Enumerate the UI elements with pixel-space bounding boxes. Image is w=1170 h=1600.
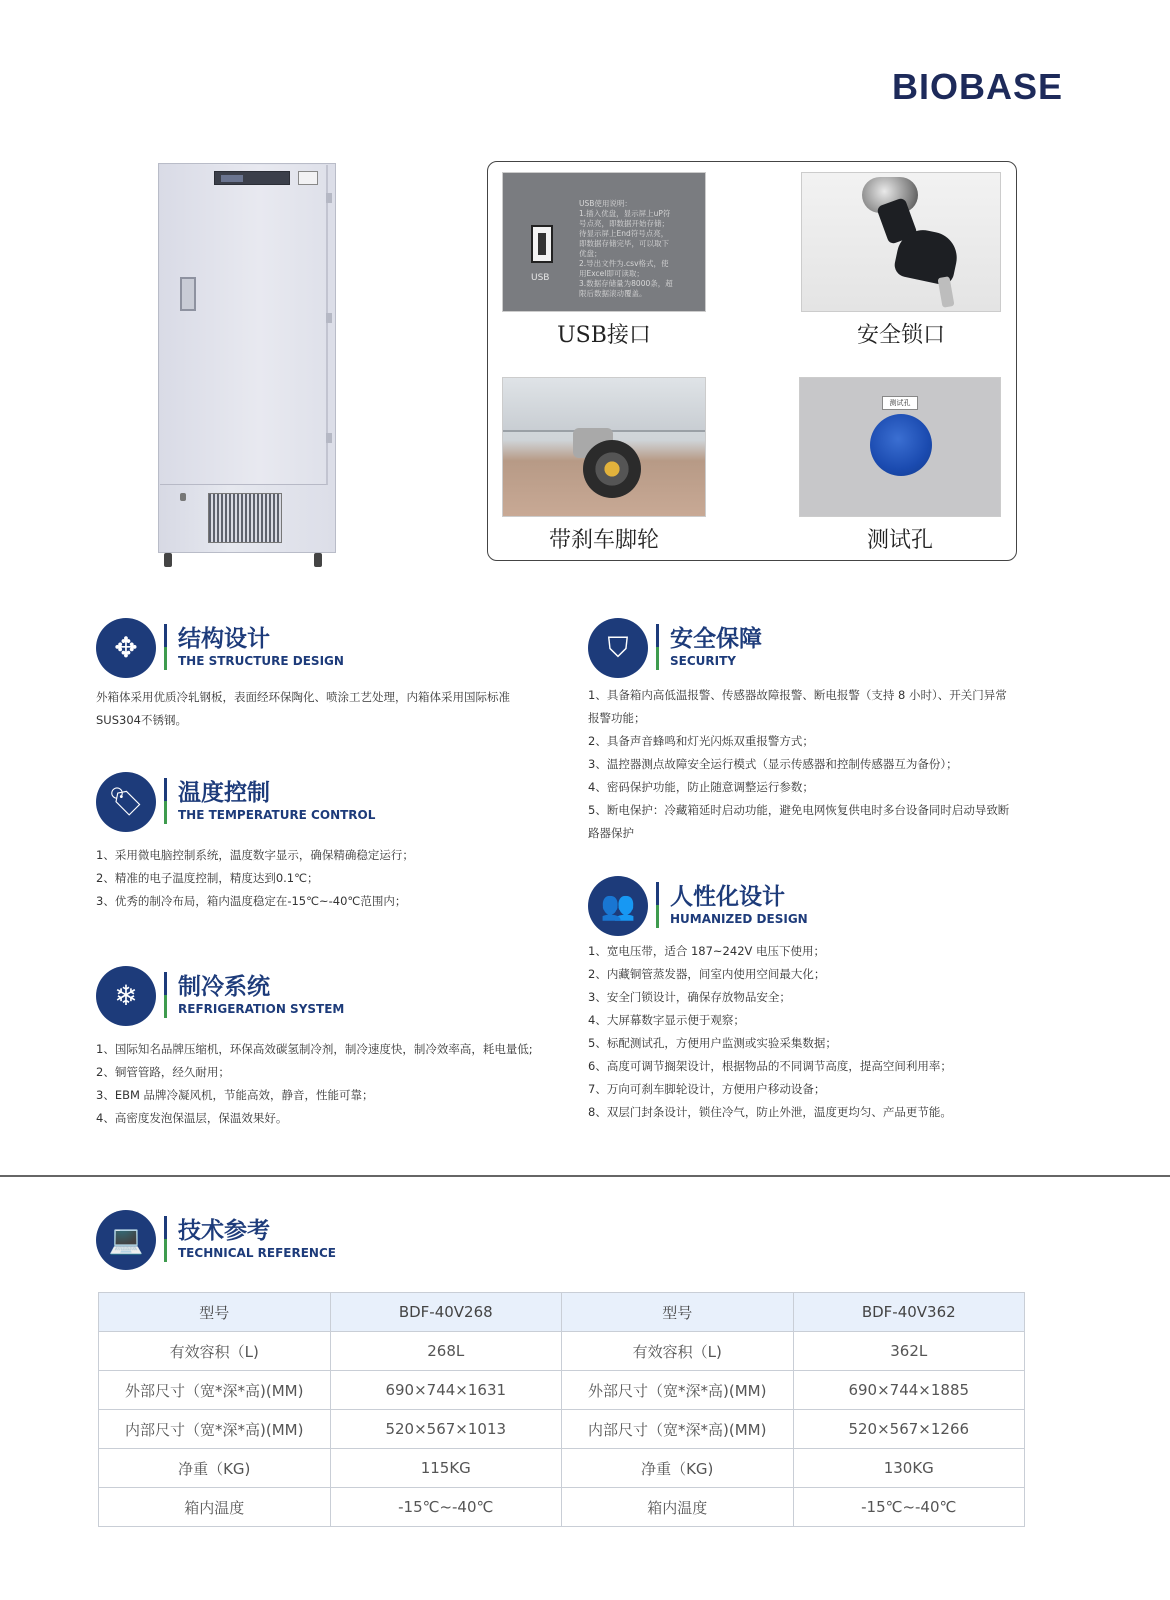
body-line: 7、万向可刹车脚轮设计，方便用户移动设备； xyxy=(588,1082,826,1096)
usb-port-icon xyxy=(531,225,553,263)
section-body xyxy=(588,684,1038,845)
section-title: 人性化设计 xyxy=(670,884,785,910)
table-cell: -15℃~-40℃ xyxy=(793,1488,1025,1527)
body-line: 2、具备声音蜂鸣和灯光闪烁双重报警方式； xyxy=(588,734,814,748)
table-cell: 箱内温度 xyxy=(99,1488,331,1527)
freezer-product-image xyxy=(158,163,336,568)
table-header-cell: 型号 xyxy=(562,1293,794,1332)
body-line: SUS304不锈钢。 xyxy=(96,713,187,727)
usb-photo xyxy=(502,172,706,312)
table-header-cell: BDF-40V362 xyxy=(793,1293,1025,1332)
feature-test-hole xyxy=(799,377,1001,554)
section-structure xyxy=(96,618,566,732)
section-title: 结构设计 xyxy=(178,626,270,652)
section-header xyxy=(96,1210,566,1274)
freezer-power-switch xyxy=(298,171,318,185)
table-row xyxy=(99,1371,1025,1410)
section-body xyxy=(588,940,1038,1124)
table-row xyxy=(99,1410,1025,1449)
table-cell: 有效容积（L) xyxy=(99,1332,331,1371)
section-divider-bar xyxy=(164,972,167,1018)
table-row xyxy=(99,1449,1025,1488)
body-line: 1、宽电压带，适合 187~242V 电压下使用； xyxy=(588,944,826,958)
table-header-cell: 型号 xyxy=(99,1293,331,1332)
section-divider xyxy=(0,1175,1170,1177)
section-title: 安全保障 xyxy=(670,626,762,652)
section-divider-bar xyxy=(164,1216,167,1262)
section-subtitle: TECHNICAL REFERENCE xyxy=(178,1246,336,1260)
section-title: 制冷系统 xyxy=(178,974,270,1000)
body-line: 4、大屏幕数字显示便于观察； xyxy=(588,1013,745,1027)
body-line: 路器保护 xyxy=(588,826,634,840)
table-cell: 520×567×1013 xyxy=(330,1410,562,1449)
section-body xyxy=(96,686,566,732)
table-header-row xyxy=(99,1293,1025,1332)
section-header xyxy=(588,618,1038,682)
table-cell: 内部尺寸（宽*深*高)(MM) xyxy=(562,1410,794,1449)
body-line: 1、采用微电脑控制系统，温度数字显示，确保精确稳定运行； xyxy=(96,848,414,862)
section-subtitle: SECURITY xyxy=(670,654,736,668)
table-cell: 130KG xyxy=(793,1449,1025,1488)
table-cell: 690×744×1631 xyxy=(330,1371,562,1410)
body-line: 8、双层门封条设计，锁住冷气，防止外泄，温度更均匀、产品更节能。 xyxy=(588,1105,952,1119)
feature-caption: 带刹车脚轮 xyxy=(548,528,659,553)
feature-caption: USB接口 xyxy=(557,323,651,348)
body-line: 外箱体采用优质冷轧钢板，表面经环保陶化、喷涂工艺处理，内箱体采用国际标准 xyxy=(96,690,510,704)
body-line: 2、铜管管路，经久耐用； xyxy=(96,1065,230,1079)
section-security xyxy=(588,618,1038,845)
feature-lock xyxy=(801,172,1001,349)
key-blade-icon xyxy=(937,276,954,308)
body-line: 3、安全门锁设计，确保存放物品安全； xyxy=(588,990,791,1004)
table-cell: 有效容积（L) xyxy=(562,1332,794,1371)
table-row xyxy=(99,1488,1025,1527)
freezer-vent-grille xyxy=(208,493,282,543)
table-cell: 净重（KG) xyxy=(99,1449,331,1488)
freezer-door xyxy=(160,165,328,485)
table-cell: 268L xyxy=(330,1332,562,1371)
body-line: 2、内藏铜管蒸发器，间室内使用空间最大化； xyxy=(588,967,826,981)
section-divider-bar xyxy=(164,624,167,670)
section-header xyxy=(96,966,566,1030)
table-row xyxy=(99,1332,1025,1371)
section-body xyxy=(96,844,566,913)
feature-caption: 安全锁口 xyxy=(856,323,945,348)
usb-instructions: USB使用说明： 1.插入优盘，显示屏上uP符 号点亮，即数据开始存储； 待显示屏上End符号点亮， 即数据存储完毕，可以取下 优盘； 2.导出文件为.csv格式，使 用Excel即可读取； 3.数据存储量为8000条，超 限后数据滚动覆盖。 xyxy=(579,199,673,298)
body-line: 3、EBM 品牌冷凝风机，节能高效，静音，性能可靠； xyxy=(96,1088,374,1102)
freezer-hinge xyxy=(326,313,332,323)
section-subtitle: THE TEMPERATURE CONTROL xyxy=(178,808,376,822)
feature-usb xyxy=(502,172,706,349)
body-line: 4、高密度发泡保温层，保温效果好。 xyxy=(96,1111,288,1125)
section-title: 温度控制 xyxy=(178,780,270,806)
freezer-caster xyxy=(164,553,172,567)
section-humanized xyxy=(588,876,1038,1124)
lock-photo xyxy=(801,172,1001,312)
table-cell: 115KG xyxy=(330,1449,562,1488)
body-line: 5、标配测试孔，方便用户监测或实验采集数据； xyxy=(588,1036,837,1050)
test-hole-tag: 测试孔 xyxy=(882,396,918,410)
section-temperature xyxy=(96,772,566,913)
table-header-cell: BDF-40V268 xyxy=(330,1293,562,1332)
tag-icon: 🏷 xyxy=(96,772,156,832)
freezer-caster xyxy=(314,553,322,567)
freezer-hinge xyxy=(326,433,332,443)
table-cell: 362L xyxy=(793,1332,1025,1371)
laptop-icon: 💻 xyxy=(96,1210,156,1270)
feature-panel xyxy=(487,161,1017,561)
spec-table xyxy=(98,1292,1025,1527)
section-refrigeration xyxy=(96,966,566,1130)
section-header xyxy=(588,876,1038,940)
body-line: 1、具备箱内高低温报警、传感器故障报警、断电报警（支持 8 小时）、开关门异常 xyxy=(588,688,1007,702)
freezer-lock xyxy=(180,493,186,501)
body-line: 报警功能； xyxy=(588,711,646,725)
section-header xyxy=(96,618,566,682)
section-divider-bar xyxy=(656,624,659,670)
table-cell: 净重（KG) xyxy=(562,1449,794,1488)
section-technical xyxy=(96,1210,566,1274)
body-line: 3、温控器测点故障安全运行模式（显示传感器和控制传感器互为备份）； xyxy=(588,757,958,771)
table-cell: 外部尺寸（宽*深*高)(MM) xyxy=(99,1371,331,1410)
body-line: 6、高度可调节搁架设计，根据物品的不同调节高度，提高空间利用率； xyxy=(588,1059,952,1073)
snowflake-icon: ❄ xyxy=(96,966,156,1026)
cabinet-base xyxy=(503,378,705,432)
section-divider-bar xyxy=(656,882,659,928)
table-cell: 箱内温度 xyxy=(562,1488,794,1527)
table-cell: 520×567×1266 xyxy=(793,1410,1025,1449)
freezer-door-handle xyxy=(180,277,196,311)
table-cell: 690×744×1885 xyxy=(793,1371,1025,1410)
caster-wheel-icon xyxy=(583,440,641,498)
shield-icon: ⛉ xyxy=(588,618,648,678)
body-line: 2、精准的电子温度控制，精度达到0.1℃； xyxy=(96,871,319,885)
section-header xyxy=(96,772,566,836)
test-hole-plug-icon xyxy=(870,414,932,476)
usb-port-label: USB xyxy=(531,273,550,283)
feature-caster xyxy=(502,377,706,554)
table-cell: 外部尺寸（宽*深*高)(MM) xyxy=(562,1371,794,1410)
body-line: 5、断电保护：冷藏箱延时启动功能，避免电网恢复供电时多台设备同时启动导致断 xyxy=(588,803,1010,817)
section-title: 技术参考 xyxy=(178,1218,270,1244)
freezer-hinge xyxy=(326,193,332,203)
freezer-display xyxy=(214,171,290,185)
test-hole-photo xyxy=(799,377,1001,517)
table-cell: -15℃~-40℃ xyxy=(330,1488,562,1527)
section-subtitle: REFRIGERATION SYSTEM xyxy=(178,1002,345,1016)
body-line: 3、优秀的制冷布局，箱内温度稳定在-15℃~-40℃范围内； xyxy=(96,894,407,908)
section-body xyxy=(96,1038,566,1130)
feature-caption: 测试孔 xyxy=(866,528,933,553)
body-line: 1、国际知名品牌压缩机，环保高效碳氢制冷剂，制冷速度快，制冷效率高，耗电量低; xyxy=(96,1042,533,1056)
section-divider-bar xyxy=(164,778,167,824)
section-subtitle: THE STRUCTURE DESIGN xyxy=(178,654,344,668)
biobase-logo: BIOBASE xyxy=(892,66,1064,107)
users-icon: 👥 xyxy=(588,876,648,936)
caster-photo xyxy=(502,377,706,517)
body-line: 4、密码保护功能，防止随意调整运行参数； xyxy=(588,780,814,794)
section-subtitle: HUMANIZED DESIGN xyxy=(670,912,808,926)
table-cell: 内部尺寸（宽*深*高)(MM) xyxy=(99,1410,331,1449)
arrows-expand-icon: ✥ xyxy=(96,618,156,678)
